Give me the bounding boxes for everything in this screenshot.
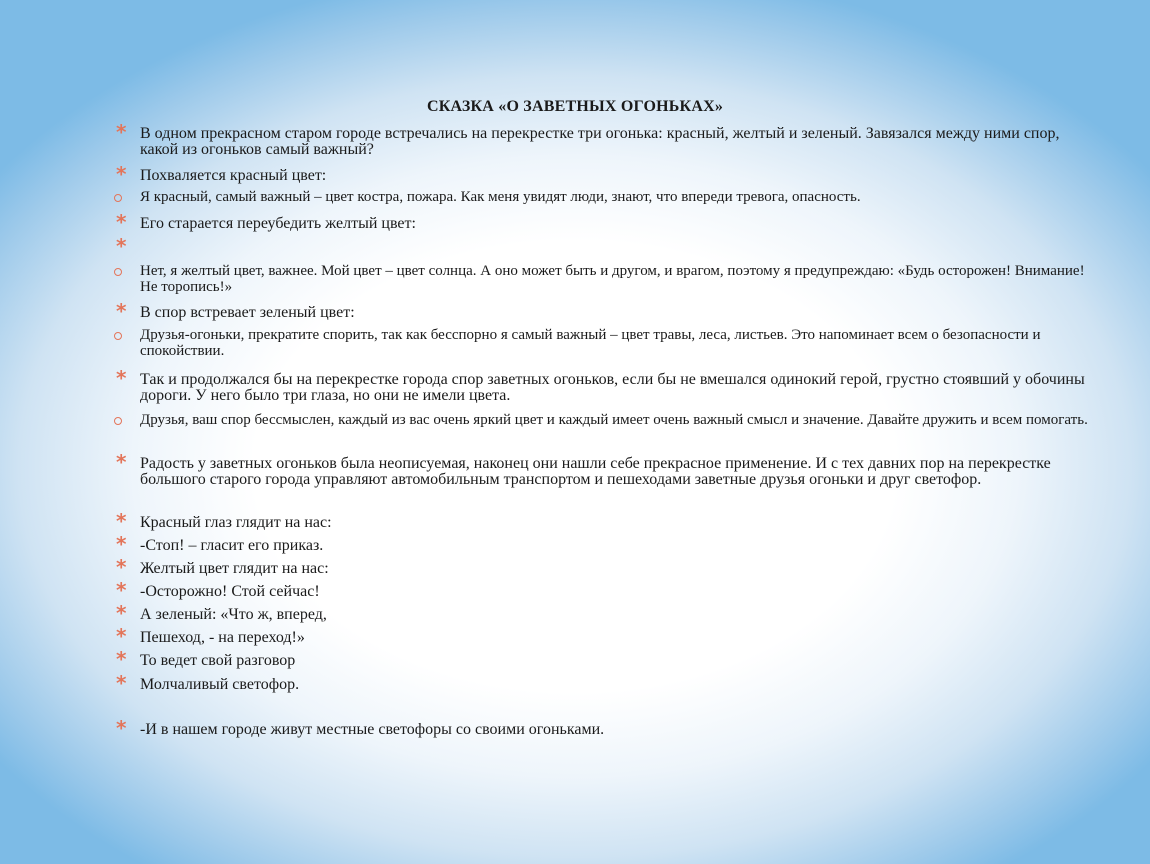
list-item-text: Друзья, ваш спор бессмыслен, каждый из вас очень яркий цвет и каждый имеет очень важный смысл и значение. Давайте дружить и всем помогать.	[140, 412, 1088, 428]
list-item-text: -И в нашем городе живут местные светофоры со своими огоньками.	[140, 721, 605, 738]
list-item-text: Радость у заветных огоньков была неописуемая, наконец они нашли себе прекрасное применение. И с тех давних пор на перекрестке большого старого города управляют автомобильным транспортом и пешеходами заветные друзья огоньки и друг светофор.	[140, 455, 1051, 488]
list-item-text: -Стоп! – гласит его приказ.	[140, 537, 324, 554]
page-title: СКАЗКА «О ЗАВЕТНЫХ ОГОНЬКАХ»	[426, 98, 724, 115]
star-icon: *	[116, 716, 127, 740]
list-item-text: А зеленый: «Что ж, вперед,	[140, 606, 327, 623]
circle-icon	[114, 194, 122, 202]
circle-icon	[114, 268, 122, 276]
star-icon: *	[116, 450, 127, 474]
star-icon: *	[116, 299, 127, 323]
star-icon: *	[116, 671, 127, 695]
star-icon: *	[116, 120, 127, 144]
star-icon: *	[116, 234, 127, 258]
circle-icon	[114, 417, 122, 425]
list-item-text: В спор встревает зеленый цвет:	[140, 304, 355, 321]
list-item-text: Друзья-огоньки, прекратите спорить, так как бесспорно я самый важный – цвет травы, леса, листьев. Это напоминает всем о безопасности и спокойствии.	[140, 327, 1041, 359]
list-item-text: Молчаливый светофор.	[140, 676, 300, 693]
star-icon: *	[116, 532, 127, 556]
list-item-text: Его старается переубедить желтый цвет:	[140, 215, 416, 232]
star-icon: *	[116, 210, 127, 234]
list-item-text: Пешеход, - на переход!»	[140, 629, 305, 646]
list-item-text: Нет, я желтый цвет, важнее. Мой цвет – цвет солнца. А оно может быть и другом, и врагом, поэтому я предупреждаю: «Будь осторожен! Внимание! Не торопись!»	[140, 263, 1085, 295]
list-item-text: -Осторожно! Стой сейчас!	[140, 583, 320, 600]
star-icon: *	[116, 366, 127, 390]
list-item-text: Желтый цвет глядит на нас:	[140, 560, 329, 577]
list-item-text: В одном прекрасном старом городе встречались на перекрестке три огонька: красный, желтый и зеленый. Завязался между ними спор, какой из огоньков самый важный?	[140, 125, 1060, 158]
star-icon: *	[116, 555, 127, 579]
star-icon: *	[116, 162, 127, 186]
star-icon: *	[116, 578, 127, 602]
star-icon: *	[116, 647, 127, 671]
circle-icon	[114, 332, 122, 340]
list-item-text: Красный глаз глядит на нас:	[140, 514, 332, 531]
star-icon: *	[116, 601, 127, 625]
list-item-text: Я красный, самый важный – цвет костра, пожара. Как меня увидят люди, знают, что впереди тревога, опасность.	[140, 189, 861, 205]
star-icon: *	[116, 624, 127, 648]
star-icon: *	[116, 509, 127, 533]
list-item-text: Так и продолжался бы на перекрестке города спор заветных огоньков, если бы не вмешался одинокий герой, грустно стоявший у обочины дороги. У него было три глаза, но они не имели цвета.	[140, 371, 1085, 404]
list-item-text: То ведет свой разговор	[140, 652, 296, 669]
list-item-text: Похваляется красный цвет:	[140, 167, 327, 184]
